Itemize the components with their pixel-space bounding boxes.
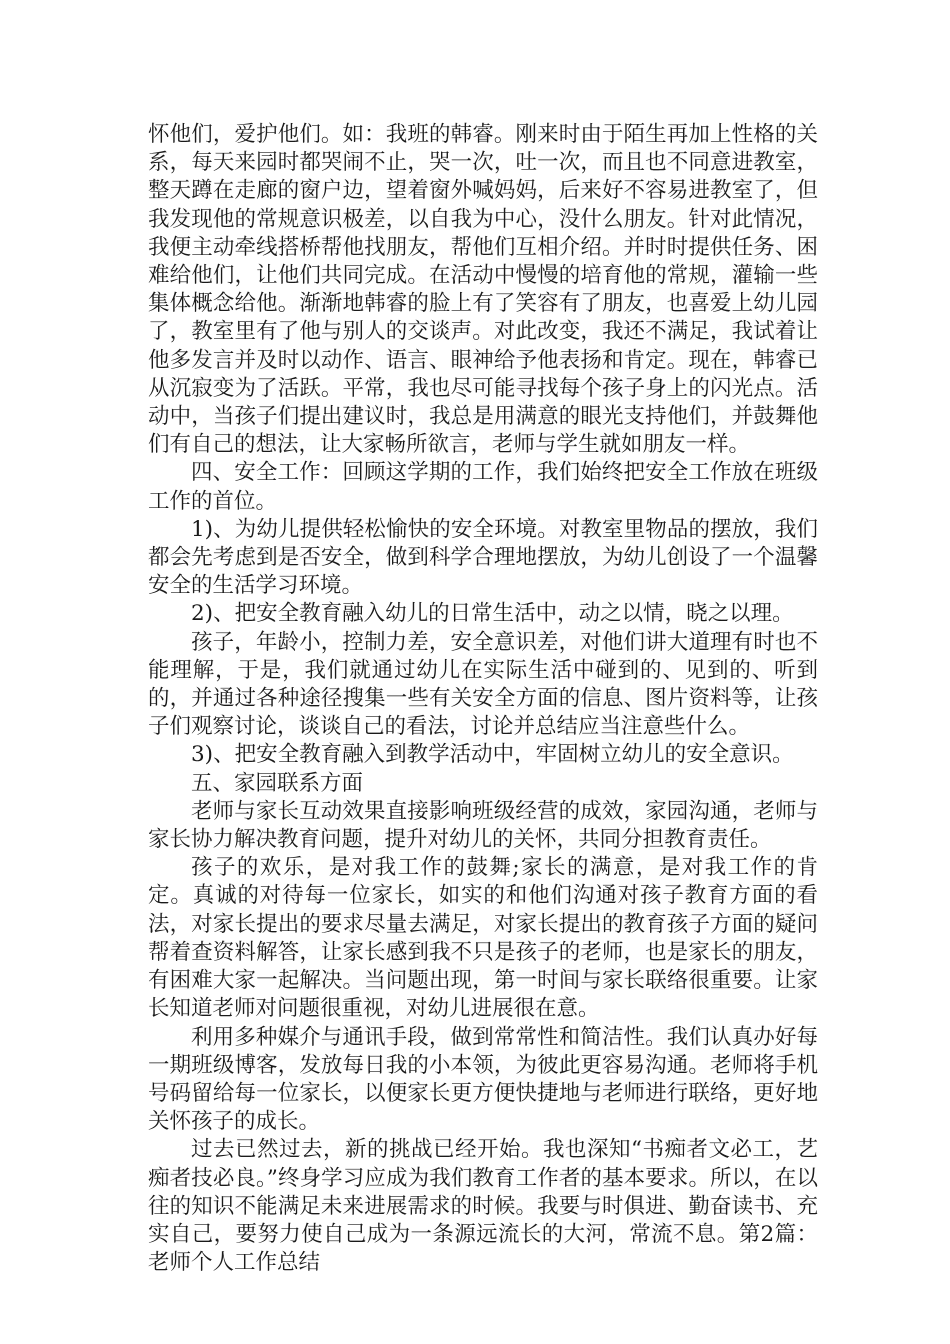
paragraph-section-four-heading: 四、安全工作：回顾这学期的工作，我们始终把安全工作放在班级工作的首位。 <box>148 460 818 514</box>
paragraph-safety-detail: 孩子，年龄小，控制力差，安全意识差，对他们讲大道理有时也不能理解，于是，我们就通过幼儿在实际生活中碰到的、见到的、听到的，并通过各种途径搜集一些有关安全方面的信息、图片资料等，让孩子们观察讨论，谈谈自己的看法，讨论并总结应当注意些什么。 <box>148 629 818 740</box>
paragraph-home-school-3: 利用多种媒介与通讯手段，做到常常性和简洁性。我们认真办好每一期班级博客，发放每日我的小本领，为彼此更容易沟通。老师将手机号码留给每一位家长，以便家长更方便快捷地与老师进行联络，更好地关怀孩子的成长。 <box>148 1024 818 1135</box>
paragraph-safety-item-2: 2)、把安全教育融入幼儿的日常生活中，动之以情，晓之以理。 <box>191 601 794 627</box>
document-body <box>148 121 818 1277</box>
paragraph-safety-item-3: 3)、把安全教育融入到教学活动中，牢固树立幼儿的安全意识。 <box>191 742 794 768</box>
paragraph-safety-item-1: 1)、为幼儿提供轻松愉快的安全环境。对教室里物品的摆放，我们都会先考虑到是否安全，做到科学合理地摆放，为幼儿创设了一个温馨安全的生活学习环境。 <box>148 516 818 599</box>
paragraph-home-school-1: 老师与家长互动效果直接影响班级经营的成效，家园沟通，老师与家长协力解决教育问题，提升对幼儿的关怀，共同分担教育责任。 <box>148 798 818 853</box>
paragraph-home-school-2: 孩子的欢乐，是对我工作的鼓舞;家长的满意，是对我工作的肯定。真诚的对待每一位家长，如实的和他们沟通对孩子教育方面的看法，对家长提出的要求尽量去满足，对家长提出的教育孩子方面的疑问帮着查资料解答，让家长感到我不只是孩子的老师，也是家长的朋友，有困难大家一起解决。当问题出现，第一时间与家长联络很重要。让家长知道老师对问题很重视，对幼儿进展很在意。 <box>148 855 818 1022</box>
paragraph-1: 怀他们，爱护他们。如：我班的韩睿。刚来时由于陌生再加上性格的关系，每天来园时都哭闹不止，哭一次，吐一次，而且也不同意进教室，整天蹲在走廊的窗户边，望着窗外喊妈妈，后来好不容易进教室了，但我发现他的常规意识极差，以自我为中心，没什么朋友。针对此情况，我便主动牵线搭桥帮他找朋友，帮他们互相介绍。并时时提供任务、困难给他们，让他们共同完成。在活动中慢慢的培育他的常规，灌输一些集体概念给他。渐渐地韩睿的脸上有了笑容有了朋友，也喜爱上幼儿园了，教室里有了他与别人的交谈声。对此改变，我还不满足，我试着让他多发言并及时以动作、语言、眼神给予他表扬和肯定。现在，韩睿已从沉寂变为了活跃。平常，我也尽可能寻找每个孩子身上的闪光点。活动中，当孩子们提出建议时，我总是用满意的眼光支持他们，并鼓舞他们有自己的想法，让大家畅所欲言，老师与学生就如朋友一样。 <box>148 122 818 458</box>
paragraph-conclusion: 过去已然过去，新的挑战已经开始。我也深知“书痴者文必工，艺痴者技必良。”终身学习应成为我们教育工作者的基本要求。所以，在以往的知识不能满足未来进展需求的时候。我要与时俱进、勤奋读书、充实自己，要努力使自己成为一条源远流长的大河，常流不息。第2篇：老师个人工作总结 <box>148 1137 818 1276</box>
paragraph-section-five-heading: 五、家园联系方面 <box>191 770 364 796</box>
